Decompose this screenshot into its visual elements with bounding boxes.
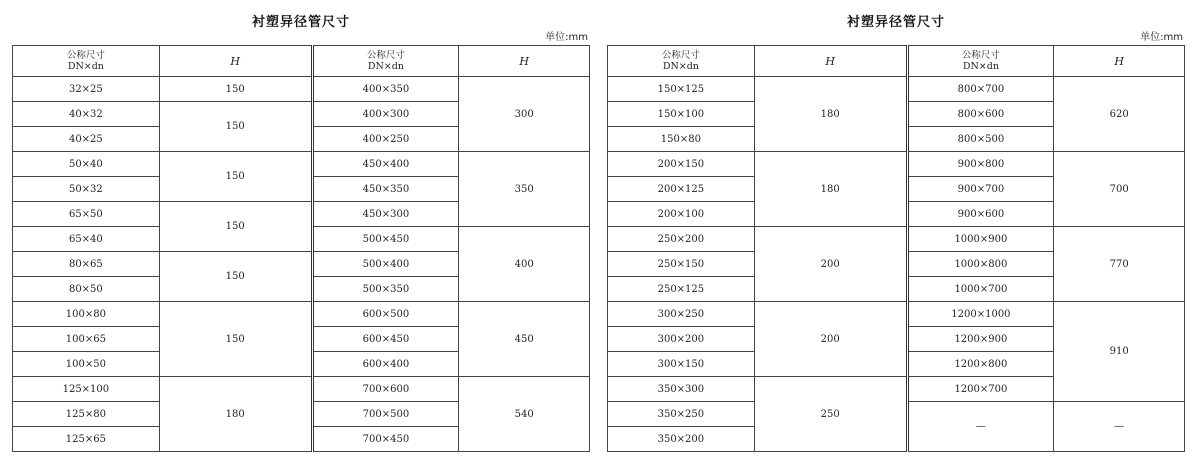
table-row [608,302,1185,327]
table-title: 衬塑异径管尺寸 [846,15,945,30]
h-cell: 200 [754,227,907,302]
h-cell: 180 [754,77,907,152]
size-cell: 300×250 [608,302,755,327]
h-cell: 450 [459,302,590,377]
size-cell: 800×500 [907,127,1054,152]
size-cell: 100×80 [13,302,160,327]
size-cell: 700×600 [312,377,459,402]
h-cell: 150 [159,252,312,302]
table-row [13,152,590,177]
h-cell: 540 [459,377,590,452]
size-cell: 600×400 [312,352,459,377]
h-header: H [1054,46,1185,77]
size-cell: 250×200 [608,227,755,252]
h-cell: 910 [1054,302,1185,402]
nominal-size-header: 公称尺寸 DN×dn [312,46,459,77]
size-cell: 200×125 [608,177,755,202]
size-cell: 1000×700 [907,277,1054,302]
nominal-size-header: 公称尺寸 DN×dn [13,46,160,77]
h-cell: 300 [459,77,590,152]
size-cell: 200×100 [608,202,755,227]
size-cell: 600×500 [312,302,459,327]
size-cell: 1200×700 [907,377,1054,402]
h-cell: 770 [1054,227,1185,302]
size-cell: 450×400 [312,152,459,177]
table-row [608,152,1185,177]
size-cell: 350×300 [608,377,755,402]
size-cell: 450×300 [312,202,459,227]
size-cell: 700×450 [312,427,459,452]
size-cell: 1200×900 [907,327,1054,352]
size-cell: 800×700 [907,77,1054,102]
table-row [608,77,1185,102]
h-header: H [754,46,907,77]
size-cell: 65×50 [13,202,160,227]
size-cell: 1000×800 [907,252,1054,277]
size-cell: 1200×800 [907,352,1054,377]
size-cell: 900×700 [907,177,1054,202]
size-cell: 400×300 [312,102,459,127]
size-cell: 100×65 [13,327,160,352]
table-row [13,77,590,102]
table-row [13,377,590,402]
size-cell: 1000×900 [907,227,1054,252]
size-cell: — [907,402,1054,452]
header-row [13,46,590,77]
size-cell: 300×150 [608,352,755,377]
size-cell: 50×32 [13,177,160,202]
size-cell: 200×150 [608,152,755,177]
h-cell: 150 [159,152,312,202]
h-cell: 150 [159,102,312,152]
size-cell: 125×100 [13,377,160,402]
h-cell: 250 [754,377,907,452]
h-cell: 150 [159,77,312,102]
size-cell: 250×125 [608,277,755,302]
size-cell: 600×450 [312,327,459,352]
h-header: H [459,46,590,77]
size-cell: 40×25 [13,127,160,152]
h-cell: 150 [159,202,312,252]
size-cell: 500×400 [312,252,459,277]
table-title: 衬塑异径管尺寸 [251,15,350,30]
size-cell: 32×25 [13,77,160,102]
size-cell: 125×80 [13,402,160,427]
unit-label: 单位:mm [545,32,588,43]
h-cell: 180 [159,377,312,452]
size-cell: 800×600 [907,102,1054,127]
size-cell: 1200×1000 [907,302,1054,327]
dimension-table [607,45,1185,452]
h-cell: 620 [1054,77,1185,152]
size-cell: 500×450 [312,227,459,252]
size-cell: 150×80 [608,127,755,152]
header-row [608,46,1185,77]
size-cell: 500×350 [312,277,459,302]
table-row [13,302,590,327]
h-header: H [159,46,312,77]
h-cell: 150 [159,302,312,377]
h-cell: 180 [754,152,907,227]
h-cell: 400 [459,227,590,302]
size-cell: 100×50 [13,352,160,377]
size-cell: 125×65 [13,427,160,452]
size-cell: 80×50 [13,277,160,302]
size-cell: 65×40 [13,227,160,252]
size-cell: 40×32 [13,102,160,127]
nominal-size-header: 公称尺寸 DN×dn [907,46,1054,77]
table-row [608,227,1185,252]
unit-label: 单位:mm [1140,32,1183,43]
size-cell: 50×40 [13,152,160,177]
h-cell: 350 [459,152,590,227]
size-cell: 400×350 [312,77,459,102]
size-cell: 900×800 [907,152,1054,177]
h-cell: 700 [1054,152,1185,227]
size-cell: 80×65 [13,252,160,277]
size-cell: 350×200 [608,427,755,452]
size-cell: 700×500 [312,402,459,427]
size-cell: 150×100 [608,102,755,127]
nominal-size-header: 公称尺寸 DN×dn [608,46,755,77]
size-cell: 250×150 [608,252,755,277]
size-cell: 450×350 [312,177,459,202]
h-cell: — [1054,402,1185,452]
size-cell: 300×200 [608,327,755,352]
size-cell: 400×250 [312,127,459,152]
size-cell: 150×125 [608,77,755,102]
size-cell: 350×250 [608,402,755,427]
dimension-table [12,45,590,452]
h-cell: 200 [754,302,907,377]
size-cell: 900×600 [907,202,1054,227]
